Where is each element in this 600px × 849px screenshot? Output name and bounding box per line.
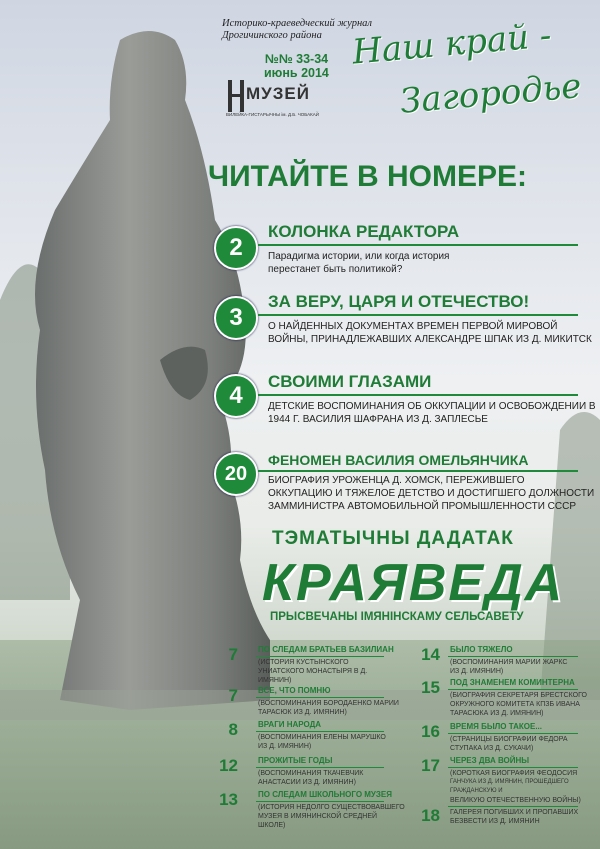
- article-desc-line: 1944 Г. ВАСИЛИЯ ШАФРАНА ИЗ Д. ЗАПЛЕСЬЕ: [268, 414, 488, 425]
- article-desc-line: Парадигма истории, или когда история: [268, 251, 450, 262]
- toc-description: [450, 808, 578, 826]
- supplement-title: КРАЯВЕДА: [262, 554, 565, 612]
- toc-description: [258, 769, 363, 787]
- toc-desc-line: (ИСТОРИЯ КУСТЫНСКОГО: [258, 659, 349, 666]
- toc-description: [258, 733, 386, 751]
- toc-divider: [256, 767, 384, 768]
- toc-description: [450, 769, 600, 805]
- article-description: [268, 400, 596, 426]
- toc-description: [450, 691, 587, 718]
- museum-name: МУЗЕЙ: [246, 84, 310, 103]
- toc-desc-line: МУЗЕЯ В ИМЯНИНСКОЙ СРЕДНЕЙ: [258, 813, 378, 820]
- toc-title: ЧЕРЕЗ ДВА ВОЙНЫ: [450, 756, 530, 765]
- toc-desc-line: ГАЛЕРЕЯ ПОГИБШИХ И ПРОПАВШИХ: [450, 809, 579, 816]
- toc-desc-line: (БИОГРАФИЯ СЕКРЕТАРЯ БРЕСТСКОГО: [450, 692, 587, 699]
- toc-divider: [448, 806, 578, 807]
- toc-desc-line: УНИАТСКОГО МОНАСТЫРЯ В Д.: [258, 668, 368, 675]
- toc-page-number: 12: [219, 756, 238, 775]
- article-desc-line: ЗАММИНИСТРА АВТОМОБИЛЬНОЙ ПРОМЫШЛЕННОСТИ СССР: [268, 501, 576, 512]
- contents-heading: ЧИТАЙТЕ В НОМЕРЕ:: [208, 160, 527, 193]
- toc-description: [450, 735, 568, 753]
- article-desc-line: перестанет быть политикой?: [268, 264, 403, 275]
- article-divider: [258, 244, 578, 246]
- toc-desc-line: БЕЗВЕСТИ ИЗ Д. ИМЯНИН: [450, 818, 540, 825]
- toc-title: ВРАГИ НАРОДА: [258, 720, 322, 729]
- toc-description: [258, 699, 399, 717]
- article-divider: [258, 394, 578, 396]
- issue-info: [264, 52, 329, 80]
- toc-desc-line: (ИСТОРИЯ НЕДОЛГО СУЩЕСТВОВАВШЕГО: [258, 804, 405, 811]
- toc-title: ПОД ЗНАМЕНЕМ КОМИНТЕРНА: [450, 678, 575, 687]
- museum-subtitle: ВИЛЕЙКА-ГИСТАРЫЧНЫ ім. Д.Б. ЧОБАКАЙ: [226, 112, 319, 117]
- toc-title: ПО СЛЕДАМ ШКОЛЬНОГО МУЗЕЯ: [258, 790, 393, 799]
- toc-desc-line: ИМЯНИН): [258, 677, 292, 684]
- toc-page-number: 7: [228, 645, 238, 664]
- article-page-circle: 20: [214, 452, 258, 496]
- toc-description: [450, 658, 567, 676]
- article-title: КОЛОНКА РЕДАКТОРА: [268, 222, 460, 241]
- toc-divider: [448, 733, 578, 734]
- toc-desc-line: (ВОСПОМИНАНИЯ БОРОДАЕНКО МАРИИ: [258, 700, 399, 707]
- toc-divider: [448, 767, 578, 768]
- supplement-heading: ТЭМАТЫЧНЫ ДАДАТАК: [272, 528, 514, 549]
- magazine-title-line-2: Загородье: [398, 66, 583, 122]
- toc-description: [258, 658, 367, 685]
- article-desc-line: ОККУПАЦИЮ И ТЯЖЕЛОЕ ДЕТСТВО И ДОСТИГШЕГО ДОЛЖНОСТИ: [268, 488, 595, 499]
- toc-title: БЫЛО ТЯЖЕЛО: [450, 645, 513, 654]
- article-divider: [258, 314, 578, 316]
- toc-page-number: 7: [228, 686, 238, 705]
- article-page-circle: 2: [214, 226, 258, 270]
- article-page-circle: 3: [214, 296, 258, 340]
- article-desc-line: БИОГРАФИЯ УРОЖЕНЦА Д. ХОМСК, ПЕРЕЖИВШЕГО: [268, 475, 525, 486]
- toc-desc-line: СТУПАКА ИЗ Д. СУКАЧИ): [450, 745, 534, 752]
- toc-desc-line: ГАНЧУКА ИЗ Д. ИМЯНИН, ПРОШЕДШЕГО ГРАЖДАНСКУЮ И: [450, 779, 569, 794]
- toc-divider: [256, 656, 384, 657]
- toc-desc-line: ИЗ Д. ИМЯНИН): [258, 743, 312, 750]
- toc-page-number: 13: [219, 790, 238, 809]
- toc-desc-line: ВЕЛИКУЮ ОТЕЧЕСТВЕННУЮ ВОЙНЫ): [450, 797, 581, 804]
- toc-desc-line: ТАРАСЮКА ИЗ Д. ИМЯНИН): [450, 710, 544, 717]
- toc-page-number: 18: [421, 806, 440, 825]
- article-description: [268, 250, 449, 276]
- article-title: ЗА ВЕРУ, ЦАРЯ И ОТЕЧЕСТВО!: [268, 292, 530, 311]
- issue-number: №№ 33-34: [264, 52, 329, 66]
- toc-page-number: 16: [421, 722, 440, 741]
- toc-page-number: 14: [421, 645, 440, 664]
- article-desc-line: ДЕТСКИЕ ВОСПОМИНАНИЯ ОБ ОККУПАЦИИ И ОСВОБОЖДЕНИИ В: [268, 401, 596, 412]
- toc-divider: [448, 656, 578, 657]
- toc-divider: [256, 697, 384, 698]
- toc-divider: [256, 801, 384, 802]
- article-page-circle: 4: [214, 374, 258, 418]
- issue-date: июнь 2014: [264, 66, 329, 80]
- toc-desc-line: (СТРАНИЦЫ БИОГРАФИИ ФЕДОРА: [450, 736, 568, 743]
- toc-desc-line: (ВОСПОМИНАНИЯ ТКАЧЕВЧИК: [258, 770, 364, 777]
- article-desc-line: ВОЙНЫ, ПРИНАДЛЕЖАВШИХ АЛЕКСАНДРЕ ШПАК ИЗ Д. МИКИТСК: [268, 334, 592, 345]
- article-title: СВОИМИ ГЛАЗАМИ: [268, 372, 432, 391]
- toc-desc-line: ШКОЛЕ): [258, 822, 286, 829]
- magazine-subtitle: [222, 18, 372, 42]
- toc-page-number: 8: [228, 720, 238, 739]
- magazine-title-line-1: Наш край -: [350, 15, 553, 73]
- toc-divider: [256, 731, 384, 732]
- article-desc-line: О НАЙДЕННЫХ ДОКУМЕНТАХ ВРЕМЕН ПЕРВОЙ МИРОВОЙ: [268, 321, 558, 332]
- toc-desc-line: ИЗ Д. ИМЯНИН): [450, 668, 504, 675]
- supplement-subtitle: ПРЫСВЕЧАНЫ ІМЯНІНСКАМУ СЕЛЬСАВЕТУ: [270, 611, 524, 623]
- magazine-line-1: Историко-краеведческий журнал: [222, 18, 372, 29]
- toc-title: ПО СЛЕДАМ БРАТЬЕВ БАЗИЛИАН: [258, 645, 394, 654]
- toc-desc-line: ТАРАСЮК ИЗ Д. ИМЯНИН): [258, 709, 347, 716]
- toc-title: ВРЕМЯ БЫЛО ТАКОЕ...: [450, 722, 542, 731]
- toc-desc-line: ОКРУЖНОГО КОМИТЕТА КПЗБ ИВАНА: [450, 701, 580, 708]
- toc-description: [258, 803, 405, 830]
- article-title: ФЕНОМЕН ВАСИЛИЯ ОМЕЛЬЯНЧИКА: [268, 452, 529, 468]
- magazine-line-2: Дрогичинского района: [222, 30, 322, 41]
- article-description: [268, 474, 594, 513]
- article-description: [268, 320, 592, 346]
- toc-title: ВСЕ, ЧТО ПОМНЮ: [258, 686, 331, 695]
- toc-desc-line: (ВОСПОМИНАНИЯ ЕЛЕНЫ МАРУШКО: [258, 734, 386, 741]
- article-divider: [258, 470, 578, 472]
- soldier-statue: [35, 31, 270, 710]
- toc-divider: [448, 689, 578, 690]
- toc-desc-line: (ВОСПОМИНАНИЯ МАРИИ ЖАРКС: [450, 659, 568, 666]
- toc-desc-line: АНАСТАСИИ ИЗ Д. ИМЯНИН): [258, 779, 356, 786]
- toc-page-number: 15: [421, 678, 440, 697]
- toc-page-number: 17: [421, 756, 440, 775]
- toc-title: ПРОЖИТЫЕ ГОДЫ: [258, 756, 333, 765]
- toc-desc-line: (КОРОТКАЯ БИОГРАФИЯ ФЕОДОСИЯ: [450, 770, 578, 777]
